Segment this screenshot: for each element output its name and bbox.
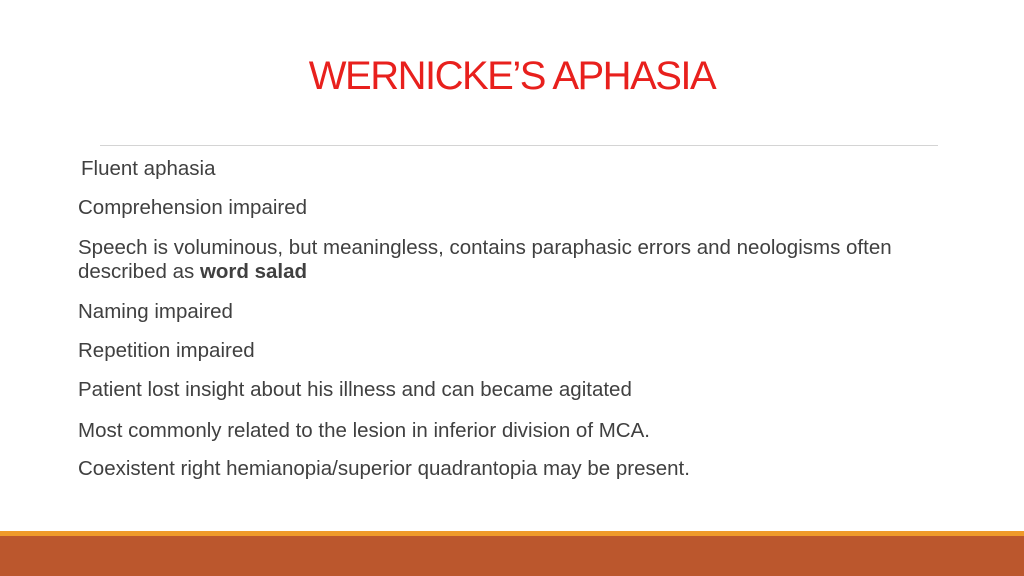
bullet-lesion: Most commonly related to the lesion in inferior division of MCA. [78,419,650,442]
title-divider [100,145,938,146]
bullet-repetition: Repetition impaired [78,339,255,362]
slide-title: WERNICKE’S APHASIA [308,54,716,98]
footer-band [0,536,1024,576]
bullet-comprehension: Comprehension impaired [78,196,308,219]
bullet-fluent-aphasia: Fluent aphasia [81,157,216,180]
bullet-insight: Patient lost insight about his illness and can became agitated [78,378,632,401]
bullet-hemianopia: Coexistent right hemianopia/superior quadrantopia may be present. [78,457,690,480]
bullet-speech-bold: word salad [199,260,308,283]
bullet-speech-text: Speech is voluminous, but meaningless, contains paraphasic errors and neologisms often described as [78,236,892,283]
bullet-naming: Naming impaired [78,300,233,323]
bullet-speech [78,236,958,284]
